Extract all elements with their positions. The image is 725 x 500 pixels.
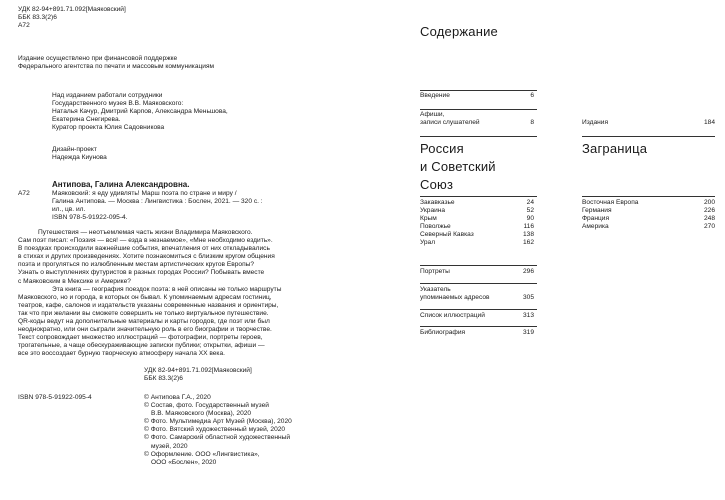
toc-posters-label-2[interactable]: записи слушателей xyxy=(420,119,480,126)
toc-intro-page: 6 xyxy=(530,92,534,99)
contents-page xyxy=(362,0,725,500)
divider xyxy=(420,326,537,327)
toc-addresses-label-2[interactable]: упоминаемых адресов xyxy=(420,294,490,301)
divider xyxy=(420,90,537,91)
toc-item-page: 226 xyxy=(703,207,715,214)
section-abroad-heading: Заграница xyxy=(582,141,648,156)
toc-illustrations-page: 313 xyxy=(522,312,534,319)
divider xyxy=(582,136,715,137)
toc-item-label[interactable]: Украина xyxy=(420,207,446,214)
support-note: Издание осуществлено при финансовой поддержке Федерального агентства по печати и массовым коммуникациям xyxy=(18,55,215,71)
author-mark: А72 xyxy=(18,22,30,30)
toc-item-label[interactable]: Крым xyxy=(420,215,437,222)
udk-bottom-block: УДК 82-94+891.71.092[Маяковский] ББК 83.3(2)6 xyxy=(144,367,252,383)
toc-item-page: 138 xyxy=(522,231,534,238)
catalog-card: Антипова, Галина Александровна. Маяковский: я еду удивлять! Марш поэта по стране и миру / Галина Антипова. — Москва : Лингвистика : Бослен, 2021. — 320 с. : ил., цв. ил. ISBN 978-5-91922-095-4. xyxy=(52,180,263,222)
toc-item-label[interactable]: Урал xyxy=(420,239,436,246)
toc-item-page: 270 xyxy=(703,223,715,230)
imprint-page xyxy=(0,0,362,500)
toc-editions-label[interactable]: Издания xyxy=(582,119,609,126)
divider xyxy=(420,265,537,266)
card-mark: А72 xyxy=(18,190,30,197)
toc-item-page: 248 xyxy=(703,215,715,222)
copyright-list: © Антипова Г.А., 2020 © Состав, фото. Государственный музей В.В. Маяковского (Москва), 2020 © Фото. Мультимедиа Арт Музей (Москва), 2020 © Фото. Вятский художественный музей, 2020 © Фото. Самарский областной художественный музей, 2020 © Оформление. ООО «Лингвистика», ООО «Бослен», 2020 xyxy=(144,394,292,466)
toc-intro-label[interactable]: Введение xyxy=(420,92,450,99)
divider xyxy=(582,196,715,197)
design-credits: Дизайн-проект Надежда Киунова xyxy=(52,146,107,162)
toc-bibliography-label[interactable]: Библиография xyxy=(420,329,466,336)
udk-top-block xyxy=(18,6,126,30)
staff-credits: Над изданием работали сотрудники Государственного музея В.В. Маяковского: Наталья Качур, Дмитрий Карпов, Александра Меньшова, Екатерина Снегирева. Куратор проекта Юлия Садовникова xyxy=(52,92,228,132)
page-title: Содержание xyxy=(420,24,498,39)
toc-posters-page: 8 xyxy=(530,119,534,126)
toc-portraits-label[interactable]: Портреты xyxy=(420,268,450,275)
toc-bibliography-page: 319 xyxy=(522,329,534,336)
toc-item-label[interactable]: Германия xyxy=(582,207,612,214)
toc-item-label[interactable]: Восточная Европа xyxy=(582,199,639,206)
toc-item-page: 116 xyxy=(523,223,534,230)
toc-posters-label-1[interactable]: Афиши, xyxy=(420,111,445,118)
toc-item-page: 162 xyxy=(522,239,534,246)
toc-item-label[interactable]: Поволжье xyxy=(420,223,451,230)
toc-item-label[interactable]: Северный Кавказ xyxy=(420,231,474,238)
toc-item-label[interactable]: Америка xyxy=(582,223,609,230)
toc-item-label[interactable]: Франция xyxy=(582,215,610,222)
toc-item-label[interactable]: Закавказье xyxy=(420,199,455,206)
annotation: Путешествия — неотъемлемая часть жизни Владимира Маяковского. Сам поэт писал: «Поэзия — вся! — езда в незнаемое», «Мне необходимо ездить». В поездках происходили важнейшие события, впечатления от них откладывались в стихах и других произведениях. Хотите познакомиться с близким кругом общения поэта и прогуляться по излюбленным местам артистических кругов Европы? Узнать о выступлениях футуристов в разных городах России? Побывать вместе с Маяковским в Мексике и Америке? Эта книга — география поездок поэта: в ней описаны не только маршруты Маяковского, но и города, в которых он бывал. К упоминаемым адресам гостиниц, театров, кафе, салонов и издательств указаны современные названия и ориентиры, так что при желании вы сможете совершить не только виртуальное путешествие. QR-коды ведут на дополнительные материалы и карты городов, где поэт или был неоднократно, или они сыграли значительную роль в его биографии и творчестве. Текст сопровождает множество иллюстраций — фотографии, портреты героев, трогательные, а чаще обескураживающие записки публики; открытки, афиши — все это воссоздает бурную творческую атмосферу начала XX века. xyxy=(18,229,282,358)
isbn: ISBN 978-5-91922-095-4 xyxy=(18,394,92,401)
divider xyxy=(420,309,537,310)
divider xyxy=(420,196,537,197)
toc-portraits-page: 296 xyxy=(522,268,534,275)
card-author: Антипова, Галина Александровна. xyxy=(52,180,190,189)
toc-item-page: 90 xyxy=(526,215,534,222)
toc-item-page: 200 xyxy=(703,199,715,206)
toc-item-page: 24 xyxy=(526,199,534,206)
bbk-code: ББК 83.3(2)6 xyxy=(18,14,57,22)
toc-editions-page: 184 xyxy=(703,119,715,126)
section-russia-heading: Россия и Советский Союз xyxy=(420,141,496,192)
toc-item-page: 52 xyxy=(526,207,534,214)
toc-illustrations-label[interactable]: Список иллюстраций xyxy=(420,312,485,319)
toc-addresses-label-1[interactable]: Указатель xyxy=(420,286,451,293)
divider xyxy=(420,283,537,284)
divider xyxy=(420,109,537,110)
toc-addresses-page: 305 xyxy=(522,294,534,301)
udk-code: УДК 82-94+891.71.092[Маяковский] xyxy=(18,6,126,13)
divider xyxy=(420,136,537,137)
